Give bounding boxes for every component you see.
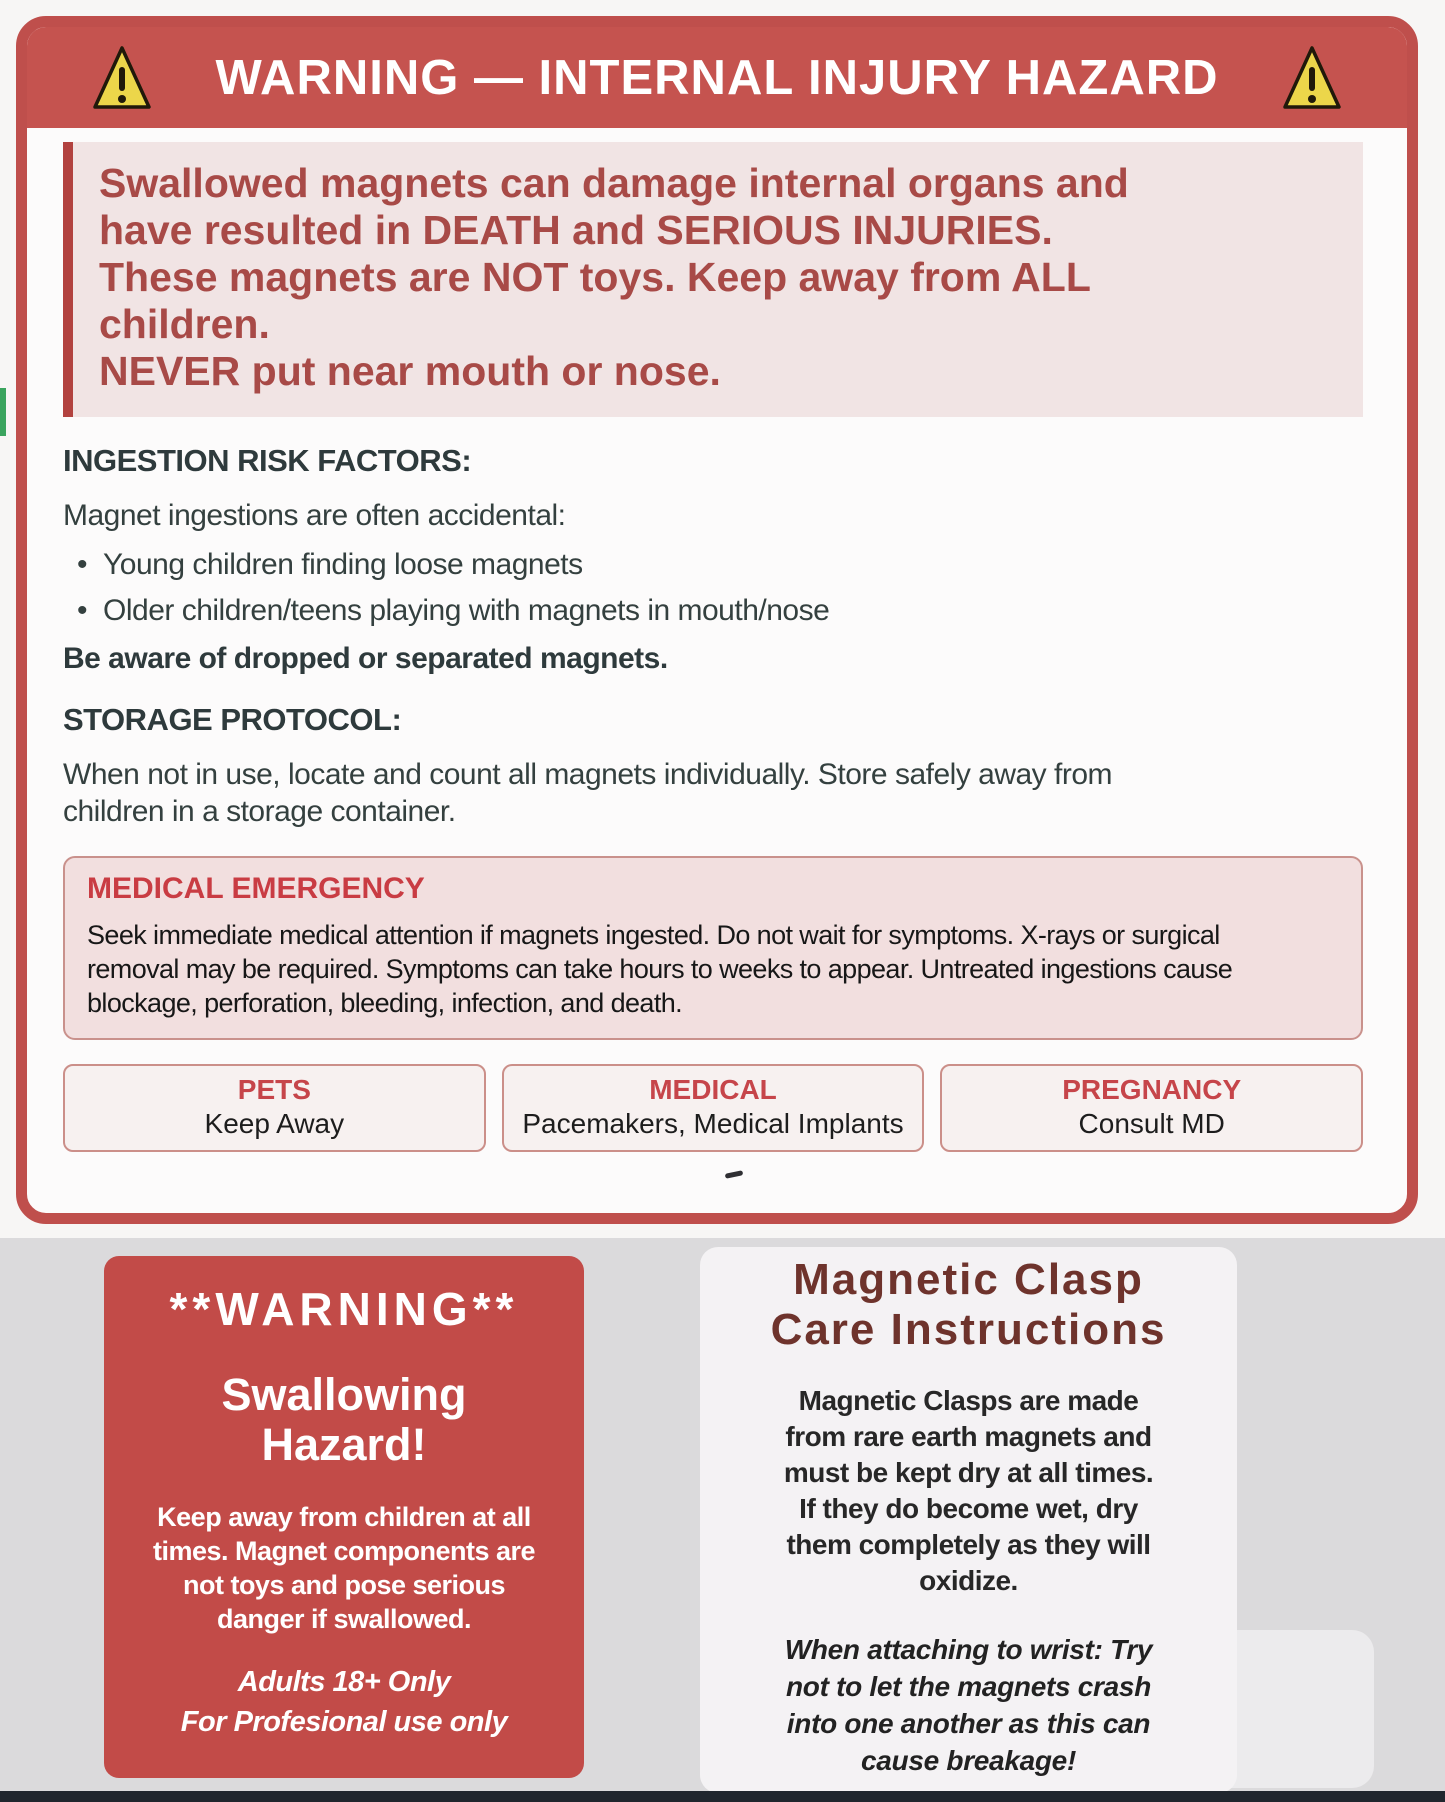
bullet-item: • Young children finding loose magnets (77, 546, 1363, 584)
info-box-pregnancy (940, 1064, 1363, 1152)
scan-edge-bar (0, 1791, 1445, 1802)
alert-line: have resulted in DEATH and SERIOUS INJURIES. (99, 207, 1053, 253)
swallowing-label-body: Keep away from children at all times. Magnet components are not toys and pose serious danger if swallowed. (152, 1502, 536, 1634)
alert-line: Swallowed magnets can damage internal organs and (99, 160, 1129, 206)
bullet-item: • Older children/teens playing with magnets in mouth/nose (77, 592, 1363, 630)
ingestion-risk-heading: INGESTION RISK FACTORS: (63, 443, 472, 478)
warning-triangle-icon (93, 45, 151, 111)
swallowing-label-heading: Swallowing Hazard! (221, 1369, 467, 1470)
swallowing-label-title: **WARNING** (169, 1283, 519, 1335)
medical-emergency-body: Seek immediate medical attention if magnets ingested. Do not wait for symptoms. X-rays or surgical removal may be required. Symptoms can take hours to weeks to appear. Untreated ingestions cause blockage, perforation, bleeding, infection, and death. (87, 920, 1233, 1018)
hazard-info-row (63, 1064, 1363, 1152)
care-label-body: Magnetic Clasps are made from rare earth magnets and must be kept dry at all times. If they do become wet, dry them completely as they will oxidize. (783, 1385, 1154, 1596)
alert-line: These magnets are NOT toys. Keep away from ALL (99, 254, 1091, 300)
medical-emergency-box (63, 856, 1363, 1040)
ingestion-intro-text: Magnet ingestions are often accidental: (63, 499, 566, 532)
info-box-subtitle: Consult MD (1078, 1108, 1225, 1139)
care-label-note: When attaching to wrist: Try not to let the magnets crash into one another as this can cause breakage! (784, 1634, 1153, 1776)
magnetic-clasp-care-label (700, 1247, 1237, 1793)
swallowing-label-footer: Adults 18+ Only For Profesional use only (180, 1666, 508, 1738)
info-box-pets (63, 1064, 486, 1152)
medical-emergency-title: MEDICAL EMERGENCY (87, 872, 425, 905)
warning-header-band (27, 27, 1407, 128)
info-box-subtitle: Keep Away (204, 1108, 345, 1139)
green-scan-artifact (0, 388, 6, 436)
page-title: WARNING — INTERNAL INJURY HAZARD (215, 50, 1219, 105)
warning-triangle-icon (1283, 45, 1341, 111)
warning-card-body (27, 128, 1407, 1152)
info-box-title: PREGNANCY (1062, 1074, 1242, 1105)
internal-injury-warning-card (16, 16, 1418, 1224)
ingestion-bullet-list (63, 546, 1363, 630)
care-label-title: Magnetic Clasp Care Instructions (770, 1255, 1167, 1354)
swallowed-magnets-alert-block (63, 142, 1363, 417)
storage-protocol-heading: STORAGE PROTOCOL: (63, 702, 402, 737)
info-box-subtitle: Pacemakers, Medical Implants (522, 1108, 904, 1139)
dropped-magnets-note: Be aware of dropped or separated magnets. (63, 642, 668, 675)
storage-protocol-text: When not in use, locate and count all magnets individually. Store safely away from children in a storage container. (63, 758, 1113, 828)
alert-line: NEVER put near mouth or nose. (99, 348, 721, 394)
info-box-title: MEDICAL (649, 1074, 777, 1105)
info-box-medical (502, 1064, 925, 1152)
info-box-title: PETS (237, 1074, 311, 1105)
alert-line: children. (99, 301, 270, 347)
swallowing-hazard-label (104, 1256, 584, 1778)
